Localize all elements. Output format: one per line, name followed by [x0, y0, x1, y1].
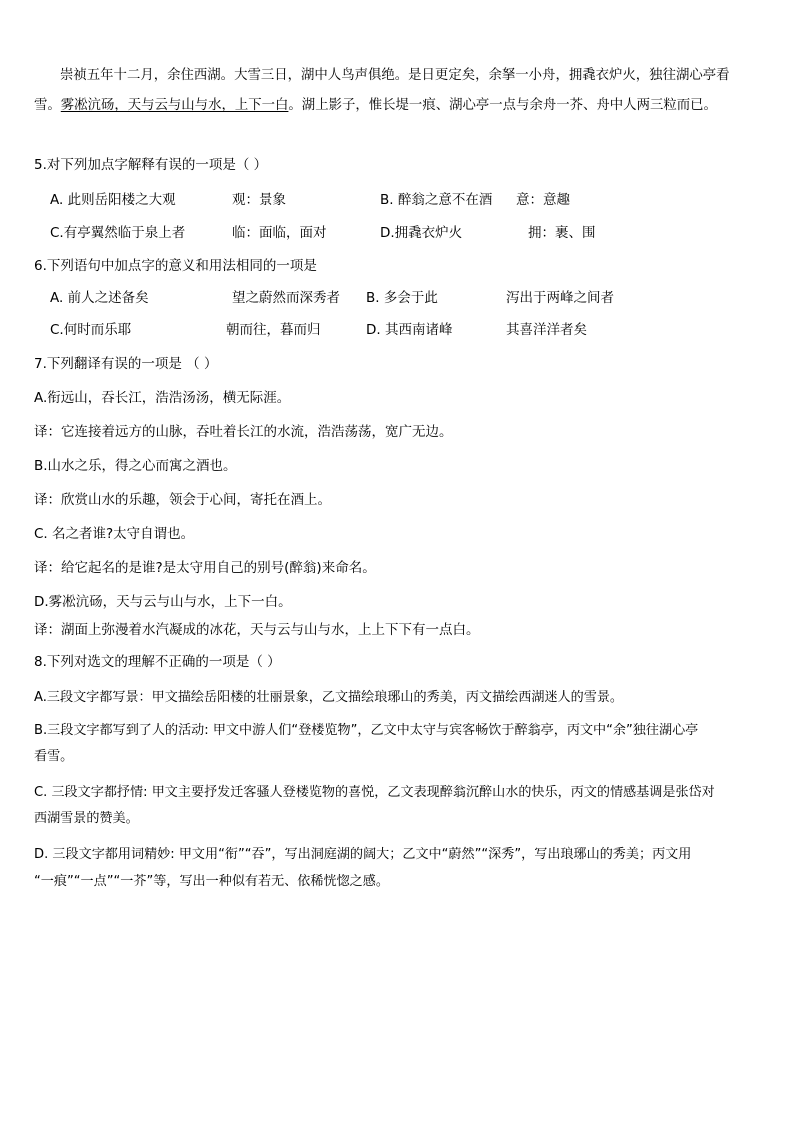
q5-option-a-gloss: 观：景象 [232, 192, 286, 208]
q8-option-c-line-1: C. 三段文字都抒情: 甲文主要抒发迁客骚人登楼览物的喜悦，乙文表现醉翁沉醉山水的快乐，丙文的情感基调是张岱对 [34, 785, 715, 800]
passage-line-2-suffix: 。湖上影子，惟长堤一痕、湖心亭一点与余舟一芥、舟中人两三粒而已。 [288, 98, 717, 113]
q8-option-d-line-2: “一痕”“一点”“一芥”等，写出一种似有若无、依稀恍惚之感。 [34, 874, 389, 889]
q5-option-c-text: C.有亭翼然临于泉上者 [50, 225, 186, 241]
q7-option-d: D.雾凇沆砀，天与云与山与水，上下一白。 [34, 594, 292, 610]
q8-stem: 8.下列对选文的理解不正确的一项是（ ） [34, 654, 281, 670]
q8-option-b-line-2: 看雪。 [34, 749, 74, 764]
passage-line-2-prefix: 雪。 [34, 98, 61, 113]
q5-option-c-gloss: 临：面临，面对 [232, 225, 327, 241]
q7-option-b: B.山水之乐，得之心而寓之酒也。 [34, 458, 237, 474]
q6-option-b-pair: 泻出于两峰之间者 [506, 290, 614, 306]
q7-option-d-translation: 译：湖面上弥漫着水汽凝成的冰花，天与云与山与水，上上下下有一点白。 [34, 622, 480, 638]
q7-option-a-translation: 译：它连接着远方的山脉，吞吐着长江的水流，浩浩荡荡，宽广无边。 [34, 424, 453, 440]
q6-option-b-text: B. 多会于此 [366, 290, 438, 306]
q5-option-d-gloss: 拥：裹、围 [528, 225, 596, 241]
q5-option-b-gloss: 意：意趣 [516, 192, 570, 208]
q8-option-c-line-2: 西湖雪景的赞美。 [34, 811, 139, 826]
q5-option-b-text: B. 醉翁之意不在酒 [380, 192, 493, 208]
q6-option-a-text: A. 前人之述备矣 [50, 290, 149, 306]
q6-option-c-text: C.何时而乐耶 [50, 322, 132, 338]
q8-option-b-line-1: B.三段文字都写到了人的活动: 甲文中游人们“登楼览物”，乙文中太守与宾客畅饮于醉翁亭，丙文中“余”独往湖心亭 [34, 723, 699, 738]
q8-option-d-line-1: D. 三段文字都用词精妙: 甲文用“衔”“吞”，写出洞庭湖的阔大；乙文中“蔚然”“深秀”，写出琅琊山的秀美；丙文用 [34, 847, 692, 862]
q7-option-c-translation: 译：给它起名的是谁?是太守用自己的别号(醉翁)来命名。 [34, 560, 376, 576]
q6-option-d-pair: 其喜洋洋者矣 [506, 322, 587, 338]
passage-line-1: 崇祯五年十二月，余住西湖。大雪三日，湖中人鸟声俱绝。是日更定矣，余拏一小舟，拥毳衣炉火，独往湖心亭看 [60, 68, 730, 83]
q6-option-d-text: D. 其西南诸峰 [366, 322, 453, 338]
q7-option-a: A.衔远山，吞长江，浩浩汤汤，横无际涯。 [34, 390, 291, 406]
q8-option-a: A.三段文字都写景：甲文描绘岳阳楼的壮丽景象，乙文描绘琅琊山的秀美，丙文描绘西湖迷人的雪景。 [34, 690, 624, 705]
q7-stem: 7.下列翻译有误的一项是 （ ） [34, 356, 218, 372]
q5-option-d-text: D.拥毳衣炉火 [380, 225, 463, 241]
passage-line-2 [34, 96, 717, 116]
q7-option-c: C. 名之者谁?太守自谓也。 [34, 526, 195, 542]
q7-option-b-translation: 译：欣赏山水的乐趣，领会于心间，寄托在酒上。 [34, 492, 331, 508]
q6-stem: 6.下列语句中加点字的意义和用法相同的一项是 [34, 258, 317, 274]
q5-option-a-text: A. 此则岳阳楼之大观 [50, 192, 176, 208]
q6-option-a-pair: 望之蔚然而深秀者 [232, 290, 340, 306]
q6-option-c-pair: 朝而往，暮而归 [226, 322, 321, 338]
passage-underlined-sentence: 雾凇沆砀，天与云与山与水，上下一白 [60, 98, 289, 113]
q5-stem: 5.对下列加点字解释有误的一项是（ ） [34, 157, 268, 173]
